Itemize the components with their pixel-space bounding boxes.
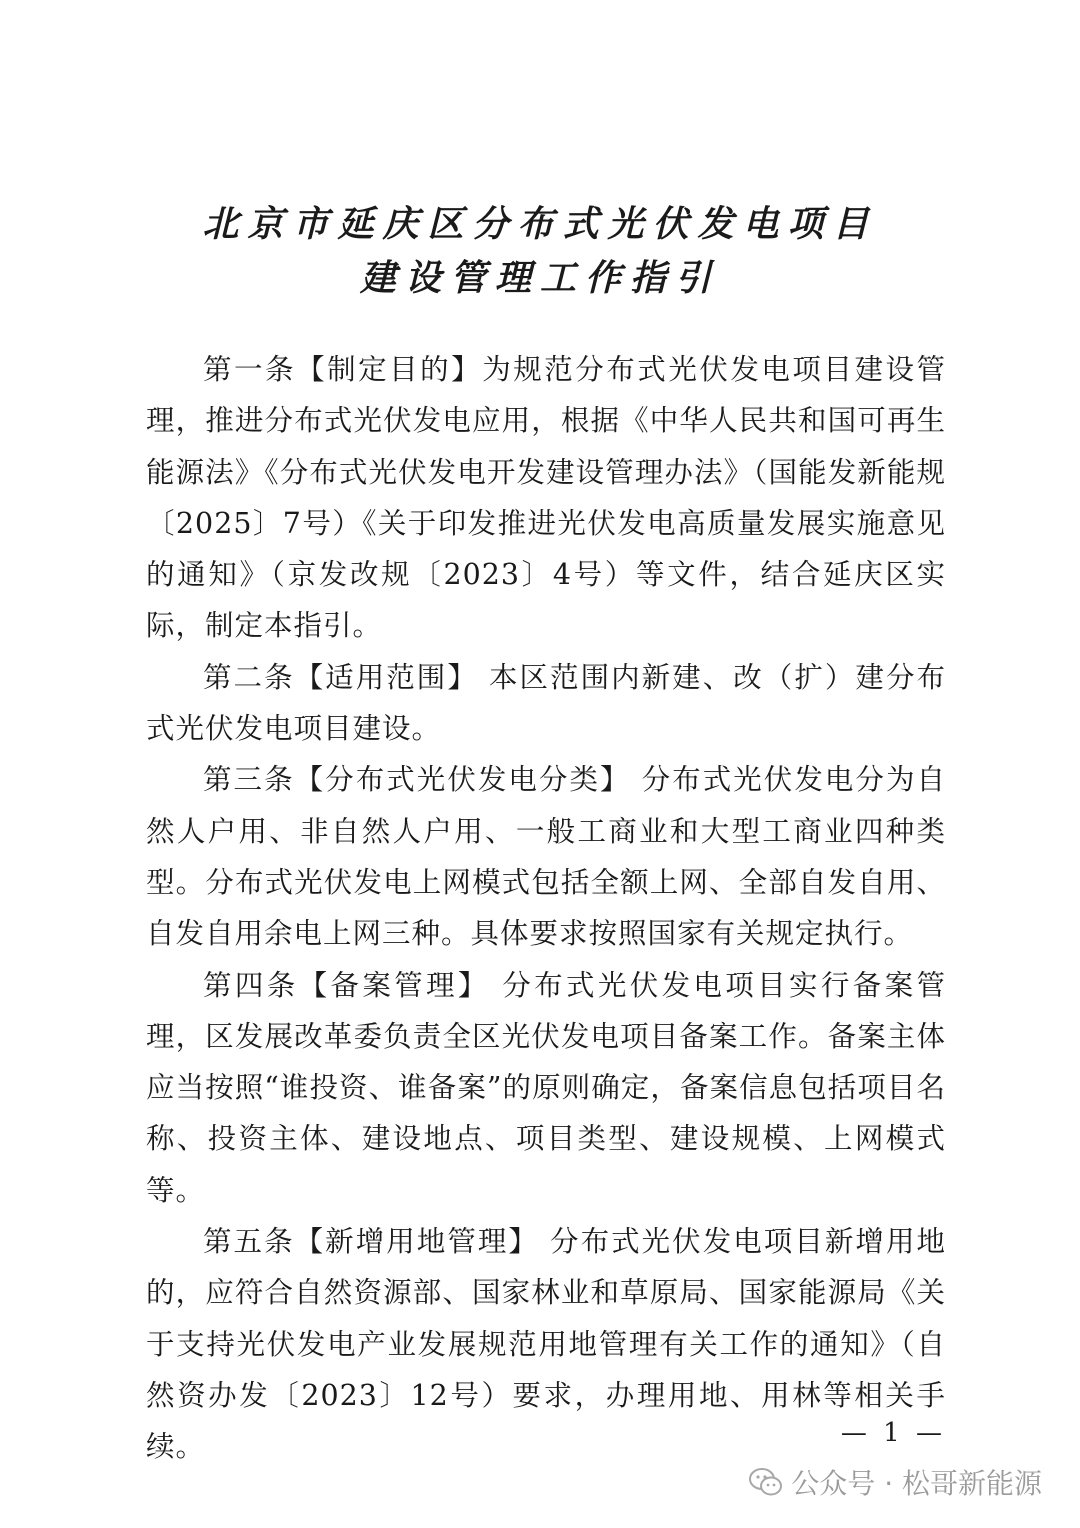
watermark [749,1462,1042,1502]
article-3: 第三条【分布式光伏发电分类】 分布式光伏发电分为自然人户用、非自然人户用、一般工商业和大型工商业四种类型。分布式光伏发电上网模式包括全额上网、全部自发自用、自发自用余电上网三种。具体要求按照国家有关规定执行。 [146,763,946,951]
document-title-line-1: 北京市延庆区分布式光伏发电项目 [202,204,878,245]
page-number: — 1 — [840,1418,946,1448]
article-4: 第四条【备案管理】 分布式光伏发电项目实行备案管理，区发展改革委负责全区光伏发电项目备案工作。备案主体应当按照“谁投资、谁备案”的原则确定，备案信息包括项目名称、投资主体、建设地点、项目类型、建设规模、上网模式等。 [146,968,946,1207]
document-body [146,344,946,1473]
article-5: 第五条【新增用地管理】 分布式光伏发电项目新增用地的，应符合自然资源部、国家林业和草原局、国家能源局《关于支持光伏发电产业发展规范用地管理有关工作的通知》（自然资办发〔2023〕12号）要求，办理用地、用林等相关手续。 [146,1225,946,1464]
document-title-line-2: 建设管理工作指引 [359,258,720,299]
article-1: 第一条【制定目的】为规范分布式光伏发电项目建设管理，推进分布式光伏发电应用，根据《中华人民共和国可再生能源法》《分布式光伏发电开发建设管理办法》（国能发新能规〔2025〕7号）《关于印发推进光伏发电高质量发展实施意见的通知》（京发改规〔2023〕4号）等文件，结合延庆区实际，制定本指引。 [146,353,946,643]
wechat-icon [749,1467,783,1497]
watermark-text: 公众号 · 松哥新能源 [791,1467,1042,1500]
article-2: 第二条【适用范围】 本区范围内新建、改（扩）建分布式光伏发电项目建设。 [146,660,946,746]
